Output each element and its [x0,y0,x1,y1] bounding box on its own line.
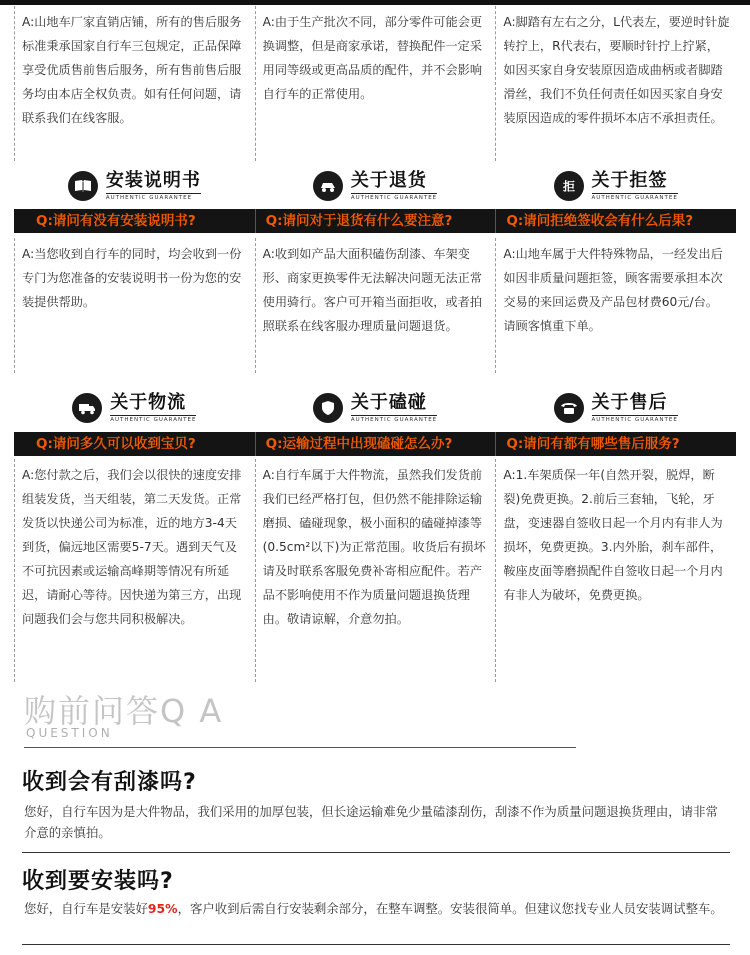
header-manual [14,168,255,204]
header-subtitle: AUTHENTIC GUARANTEE [591,417,678,423]
question-manual: Q:请问有没有安装说明书? [36,213,196,229]
header-logistics [14,390,255,426]
answer-parts-replacement: A:由于生产批次不同，部分零件可能会更换调整，但是商家承诺，替换配件一定采用同等级或更高品质的配件，并不会影响自行车的正常使用。 [255,6,496,161]
question-scratch: Q:运输过程中出现磕碰怎么办? [255,432,496,456]
divider [24,747,576,748]
faq-question-scratch: 收到会有刮漆吗? [22,770,197,795]
scratch-shield-icon [313,393,343,423]
question-reject: Q:请问拒绝签收会有什么后果? [495,209,736,233]
faq-answer-text: 您好，自行车是安装好 [24,901,148,916]
question-bar-2 [14,432,736,456]
section-headers-2 [14,390,736,426]
header-title: 关于退货 [350,170,427,191]
header-aftersales [495,390,736,426]
faq-answer-install [24,898,724,919]
faq-answer-text: ，客户收到后需自行安装剩余部分，在整车调整。安装很简单。但建议您找专业人员安装调试整车。 [177,901,723,916]
answer-aftersales: A:1.车架质保一年(自然开裂，脱焊，断裂)免费更换。2.前后三套轴，飞轮，牙盘，变速器自签收日起一个月内有非人为损坏，免费更换。3.内外胎，刹车部件，鞍座皮面等磨损配件自签收日起一个月内有非人为破坏，免费更换。 [495,459,736,682]
answers-row-2 [14,238,736,373]
question-bar-1 [14,209,736,233]
manual-book-icon [68,171,98,201]
question-return: Q:请问对于退货有什么要注意? [255,209,496,233]
answer-logistics: A:您付款之后，我们会以很快的速度安排组装发货，当天组装，第二天发货。正常发货以快递公司为标准，近的地方3-4天到货，偏远地区需要5-7天。遇到天气及不可抗因素或运输高峰期等情况有所延迟，请耐心等待。因快递为第三方，出现问题我们会与您共同积极解决。 [14,459,255,682]
header-title: 关于磕碰 [350,392,427,413]
divider [22,944,730,945]
answer-scratch: A:自行车属于大件物流，虽然我们发货前我们已经严格打包，但仍然不能排除运输磨损、磕碰现象，极小面积的磕碰掉漆等(0.5cm²以下)为正常范围。收货后有损坏请及时联系客服免费补寄相应配件。若产品不影响使用不作为质量问题退换货理由。敬请谅解，介意勿拍。 [255,459,496,682]
answers-row-1 [14,6,736,161]
qa-section-title: 购前问答Q A [24,692,224,730]
header-title: 关于售后 [591,392,668,413]
answer-pedal-install: A:脚踏有左右之分，L代表左，要逆时针旋转拧上，R代表右，要顺时针拧上拧紧，如因买家自身安装原因造成曲柄或者脚踏滑丝，我们不负任何责任如因买家自身安装原因造成的零件损坏本店不承担责任。 [495,6,736,161]
header-subtitle: AUTHENTIC GUARANTEE [350,417,438,423]
header-scratch [255,390,496,426]
header-subtitle: AUTHENTIC GUARANTEE [110,417,197,423]
truck-icon [72,393,102,423]
header-subtitle: AUTHENTIC GUARANTEE [350,195,438,201]
phone-icon [554,393,584,423]
section-headers-1 [14,168,736,204]
header-subtitle: AUTHENTIC GUARANTEE [591,195,678,201]
header-return [255,168,496,204]
question-aftersales: Q:请问有都有哪些售后服务? [495,432,736,456]
question-logistics: Q:请问多久可以收到宝贝? [36,436,196,452]
answer-official-store: A:山地车厂家直销店铺，所有的售后服务标准秉承国家自行车三包规定，正品保障享受优质售前售后服务，所有售前售后服务均由本店全权负责。如有任何问题，请联系我们在线客服。 [14,6,255,161]
return-car-icon [313,171,343,201]
faq-answer-highlight: 95% [147,901,178,916]
svg-text:拒: 拒 [562,179,575,194]
header-title: 关于拒签 [591,170,668,191]
header-title: 关于物流 [110,392,187,413]
answer-return: A:收到如产品大面积磕伤刮漆、车架变形、商家更换零件无法解决问题无法正常使用骑行。客户可开箱当面拒收，或者拍照联系在线客服办理质量问题退货。 [255,238,496,373]
answers-row-3 [14,459,736,682]
answer-manual: A:当您收到自行车的同时，均会收到一份专门为您准备的安装说明书一份为您的安装提供帮助。 [14,238,255,373]
faq-question-install: 收到要安装吗? [22,869,174,894]
divider [22,852,730,853]
header-reject [495,168,736,204]
top-strip [0,0,750,5]
header-subtitle: AUTHENTIC GUARANTEE [106,193,201,201]
qa-section-subtitle: QUESTION [26,726,113,740]
faq-answer-scratch: 您好，自行车因为是大件物品，我们采用的加厚包装，但长途运输难免少量磕漆刮伤，刮漆不作为质量问题退换货理由，请非常介意的亲慎拍。 [24,804,718,840]
header-title: 安装说明书 [105,170,201,191]
reject-sign-icon [554,171,584,201]
answer-reject: A:山地车属于大件特殊物品，一经发出后如因非质量问题拒签，顾客需要承担本次交易的来回运费及产品包材费60元/台。请顾客慎重下单。 [495,238,736,373]
